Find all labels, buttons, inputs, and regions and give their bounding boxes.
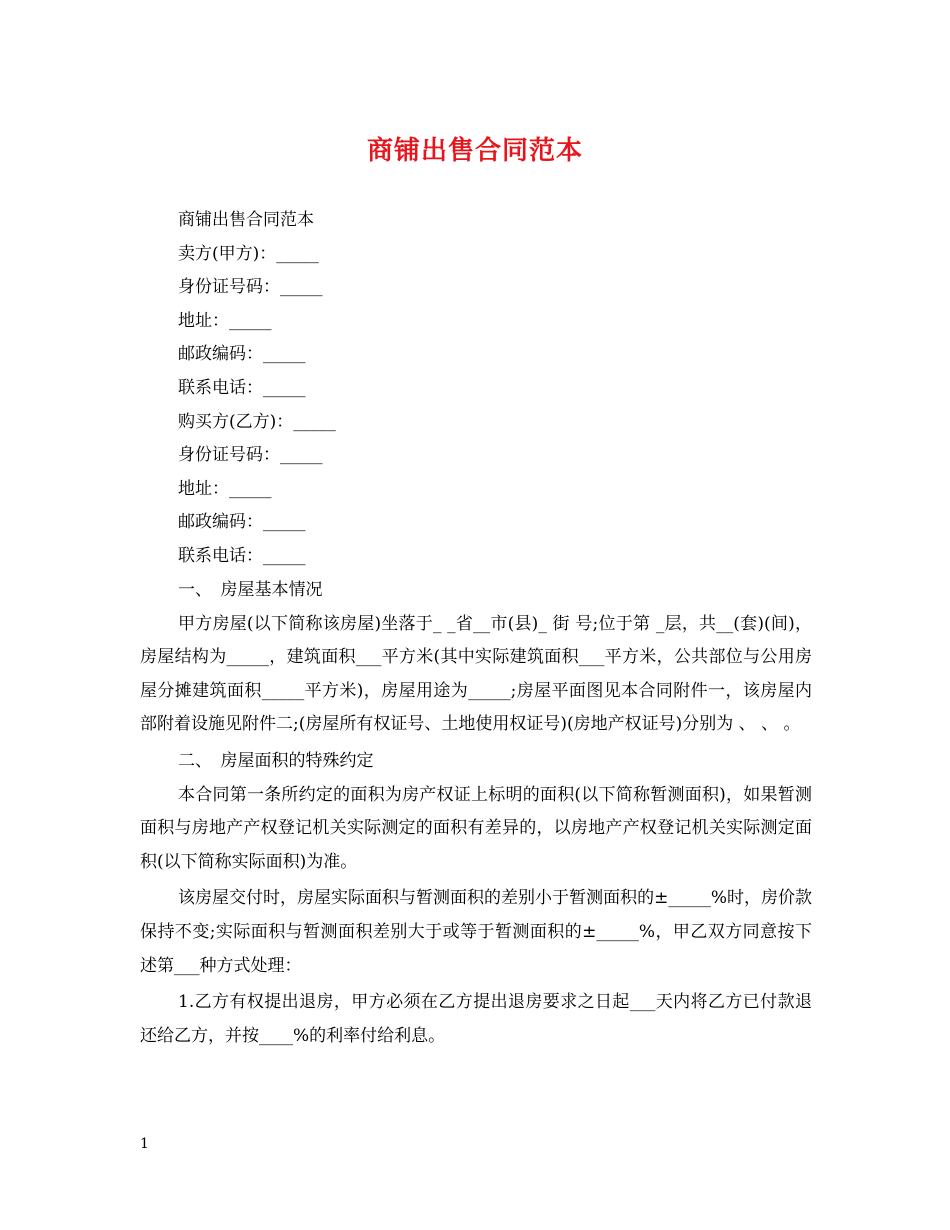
contract-body (140, 574, 812, 1056)
seller-id-line: 身份证号码：_____ (178, 277, 323, 298)
seller-postcode-line: 邮政编码：_____ (178, 344, 306, 365)
seller-phone-line: 联系电话：_____ (178, 377, 306, 398)
document-title: 商铺出售合同范本 (366, 136, 583, 166)
section-heading-1: 一、 房屋基本情况 (178, 580, 323, 600)
section-paragraph-1: 甲方房屋(以下简称该房屋)坐落于_ _省__市(县)_ 街 号;位于第 _层，共__(套)(间)，房屋结构为_____，建筑面积___平方米(其中实际建筑面积___平方米，公共部位与公用房屋分摊建筑面积_____平方米)，房屋用途为_____;房屋平面图见本合同附件一，该房屋内部附着设施见附件二;(房屋所有权证号、土地使用权证号)(房地产权证号)分别为 、 、 。 (140, 613, 812, 735)
party-info-list (178, 204, 818, 574)
page-number: 1 (140, 1136, 149, 1152)
buyer-line: 购买方(乙方)：_____ (178, 411, 336, 432)
section-paragraph-3: 该房屋交付时，房屋实际面积与暂测面积的差别小于暂测面积的±_____%时，房价款保持不变;实际面积与暂测面积差别大于或等于暂测面积的±_____%，甲乙双方同意按下述第___种方式处理： (140, 888, 812, 976)
seller-address-line: 地址：_____ (178, 310, 272, 331)
subtitle-line: 商铺出售合同范本 (178, 210, 314, 230)
section-paragraph-4: 1.乙方有权提出退房，甲方必须在乙方提出退房要求之日起___天内将乙方已付款退还给乙方，并按____%的利率付给利息。 (140, 992, 812, 1046)
buyer-address-line: 地址：_____ (178, 478, 272, 499)
buyer-postcode-line: 邮政编码：_____ (178, 512, 306, 533)
buyer-phone-line: 联系电话：_____ (178, 545, 306, 566)
section-paragraph-2: 本合同第一条所约定的面积为房产权证上标明的面积(以下简称暂测面积)，如果暂测面积与房地产产权登记机关实际测定的面积有差异的，以房地产产权登记机关实际测定面积(以下简称实际面积)为准。 (140, 784, 812, 872)
seller-line: 卖方(甲方)：_____ (178, 243, 319, 264)
section-heading-2: 二、 房屋面积的特殊约定 (178, 750, 374, 771)
buyer-id-line: 身份证号码：_____ (178, 445, 323, 466)
